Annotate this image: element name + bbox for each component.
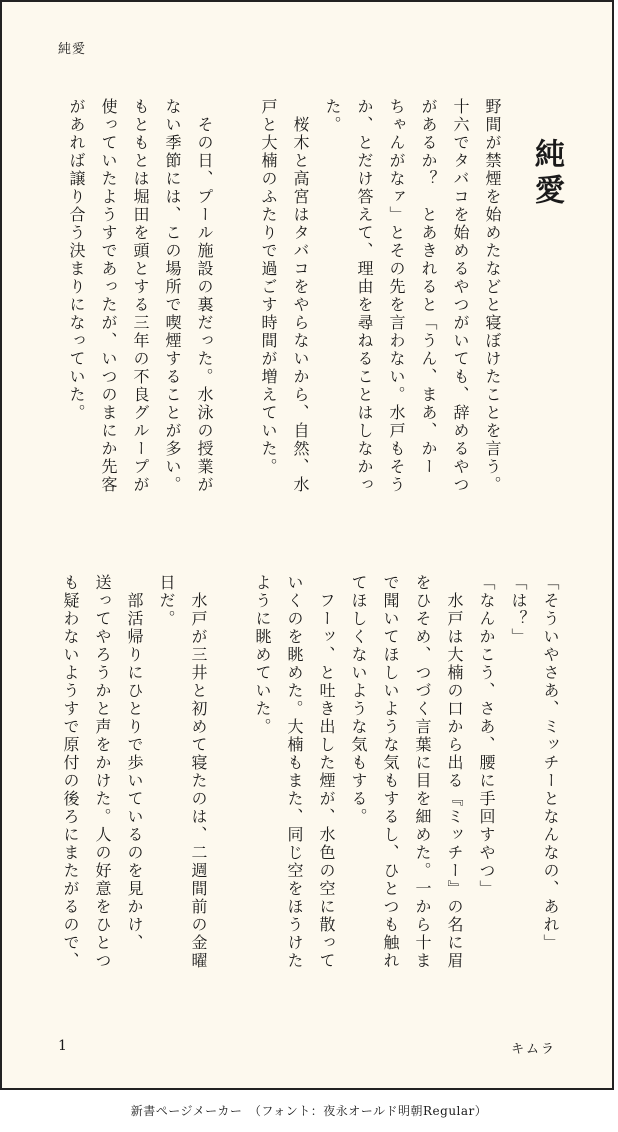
text-block-top: 野間が禁煙を始めたなどと寝ぼけたことを言う。 十六でタバコを始めるやつがいても、辞めるやつ があるか？ とあきれると「うん、まあ、かー ちゃんがなァ」とその先を言わない。水戸もそう か、とだけ答えて、理由を尋ねることはしなかっ た。 桜木と高宮はタバコをやらないから、自然、水 戸と大楠のふたりで過ごす時間が増えていた。 その日、プール施設の裏だった。水泳の授業が ない季節には、この場所で喫煙することが多い。 もともとは堀田を頭とする三年の不良グループが 使っていたようすであったが、いつのまにか先客 があれば譲り合う決まりになっていた。 xyxy=(67,98,502,494)
running-head: 純愛 xyxy=(58,42,87,57)
text-block-bottom: 「そういやさあ、ミッチーとなんなの、あれ」 「は？」 「なんかこう、さあ、腰に手回すやつ」 水戸は大楠の口から出る『ミッチー』の名に眉 をひそめ、つづく言葉に目を細めた。一から十ま で聞いてほしいような気もするし、ひとつも触れ てほしくないような気もする。 フーッ、と吐き出した煙が、水色の空に散って いくのを眺めた。大楠もまた、同じ空をほうけた ように眺めていた。 水戸が三井と初めて寝たのは、二週間前の金曜 日だ。 部活帰りにひとりで歩いているのを見かけ、 送ってやろうかと声をかけた。人の好意をひとつ も疑わないようすで原付の後ろにまたがるので、 xyxy=(61,574,560,970)
footer-caption: 新書ページメーカー （フォント：夜永オールド明朝Regular） xyxy=(130,1104,488,1118)
chapter-title: 純愛 xyxy=(529,138,564,210)
author-name: キムラ xyxy=(511,1042,556,1057)
page-number: 1 xyxy=(58,1038,67,1054)
